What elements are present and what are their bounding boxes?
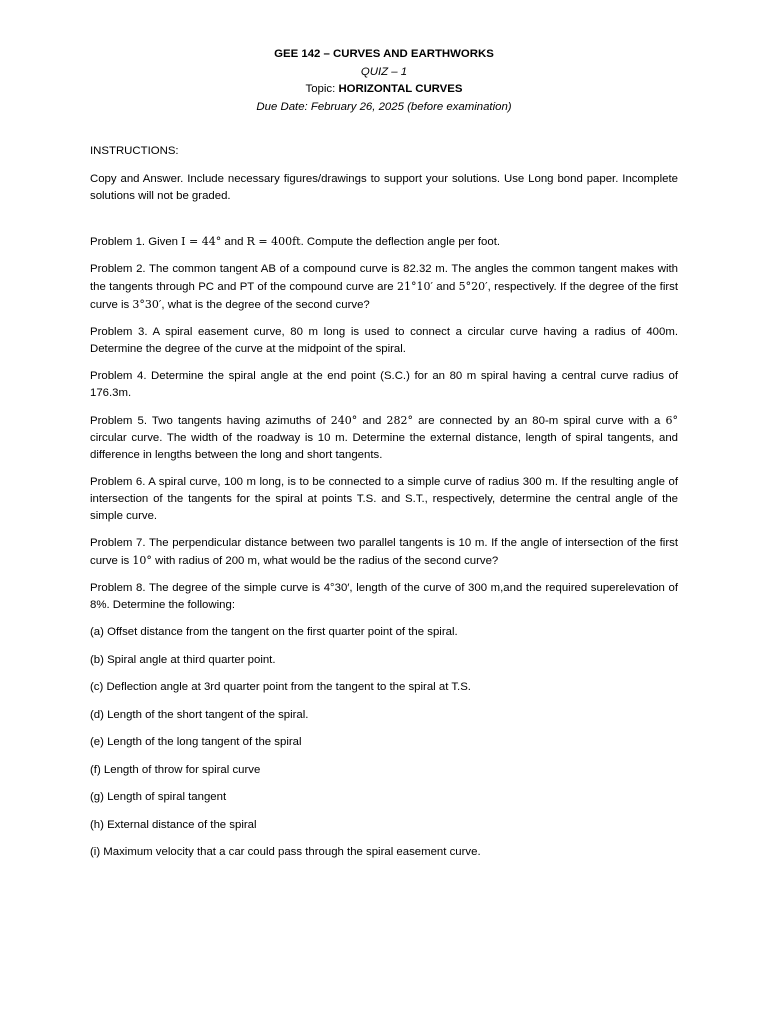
topic-value: HORIZONTAL CURVES	[338, 83, 463, 95]
problem-1-text-c: . Compute the deflection angle per foot.	[300, 236, 501, 248]
problem-1-math-i: I = 44°	[181, 235, 222, 248]
subitem-e: (e) Length of the long tangent of the spiral	[90, 736, 302, 748]
problem-1-text-b: and	[221, 236, 247, 248]
problem-7-text-a: Problem 7. The perpendicular distance between two parallel tangents is 10 m. If the angle of intersection of the first curve is	[90, 537, 678, 567]
problem-4: Problem 4. Determine the spiral angle at the end point (S.C.) for an 80 m spiral having a central curve radius of 176.3m.	[90, 370, 678, 399]
problem-1-math-r: R = 400ft	[246, 235, 301, 248]
subitem-h: (h) External distance of the spiral	[90, 818, 257, 831]
problem-5	[90, 412, 678, 464]
problem-5-text-a: Problem 5. Two tangents having azimuths of	[90, 415, 331, 427]
problem-8-degree: 4°30′	[323, 582, 350, 594]
subitem-f: (f) Length of throw for spiral curve	[90, 763, 261, 776]
topic-label: Topic:	[305, 83, 339, 95]
subitem-c: (c) Deflection angle at 3rd quarter point from the tangent to the spiral at T.S.	[90, 681, 471, 693]
subitem-d: (d) Length of the short tangent of the spiral.	[90, 708, 309, 721]
subitem-g: (g) Length of spiral tangent	[90, 791, 227, 803]
problem-8-subitems	[90, 624, 678, 861]
due-date: Due Date: February 26, 2025 (before examination)	[256, 100, 512, 113]
problem-7-text-b: with radius of 200 m, what would be the radius of the second curve?	[151, 555, 499, 567]
problem-2-text-c: , respectively. If the degree of the first curve is	[90, 281, 679, 311]
subitem-i: (i) Maximum velocity that a car could pass through the spiral easement curve.	[90, 846, 481, 858]
problem-2-angle-2: 5°20′	[458, 280, 488, 293]
problem-1	[90, 233, 678, 251]
problem-5-text-c: are connected by an 80-m spiral curve with a	[412, 415, 666, 427]
problem-3: Problem 3. A spiral easement curve, 80 m long is used to connect a circular curve having a radius of 400m. Determine the degree of the curve at the midpoint of the spiral.	[90, 326, 678, 355]
problem-2-text-d: , what is the degree of the second curve?	[161, 299, 370, 311]
problem-8-text-a: Problem 8. The degree of the simple curve is	[90, 582, 324, 594]
problem-2-text-b: and	[432, 281, 459, 293]
problem-2-angle-1: 21°10′	[396, 280, 433, 293]
problem-6: Problem 6. A spiral curve, 100 m long, is to be connected to a simple curve of radius 300 m. If the resulting angle of intersection of the tangents for the spiral at points T.S. and S.T., respectively, determine the central angle of the simple curve.	[90, 476, 678, 522]
problem-5-text-d: circular curve. The width of the roadway is 10 m. Determine the external distance, length of spiral tangents, and difference in lengths between the long and short tangents.	[90, 432, 678, 461]
subitem-b: (b) Spiral angle at third quarter point.	[90, 653, 276, 666]
document-page	[90, 46, 678, 872]
problem-5-azimuth-1: 240°	[330, 414, 358, 427]
instructions-text: Copy and Answer. Include necessary figures/drawings to support your solutions. Use Long bond paper. Incomplete solutions will not be graded.	[90, 173, 678, 202]
problem-8-text-b: , length of the curve of 300 m,and the required superelevation of 8%. Determine the following:	[90, 582, 678, 611]
problem-1-text-a: Problem 1. Given	[90, 236, 182, 248]
instructions-label: INSTRUCTIONS:	[90, 145, 179, 157]
course-title: GEE 142 – CURVES AND EARTHWORKS	[274, 48, 494, 60]
problem-8	[90, 580, 678, 614]
problem-2-text-a: Problem 2. The common tangent AB of a compound curve is 82.32 m. The angles the common tangent makes with the tangents through PC and PT of the compound curve are	[90, 263, 678, 293]
problem-7-angle: 10°	[132, 554, 152, 567]
problem-5-degree: 6°	[665, 414, 678, 427]
problem-2-degree: 3°30′	[132, 298, 162, 311]
problem-7	[90, 535, 678, 570]
problem-5-text-b: and	[357, 415, 387, 427]
problem-list	[90, 233, 678, 861]
problem-2	[90, 261, 678, 314]
topic-line	[90, 81, 678, 99]
subitem-a: (a) Offset distance from the tangent on the first quarter point of the spiral.	[90, 626, 458, 638]
quiz-label: QUIZ – 1	[360, 65, 408, 78]
problem-5-azimuth-2: 282°	[386, 414, 413, 427]
document-header	[90, 46, 678, 116]
